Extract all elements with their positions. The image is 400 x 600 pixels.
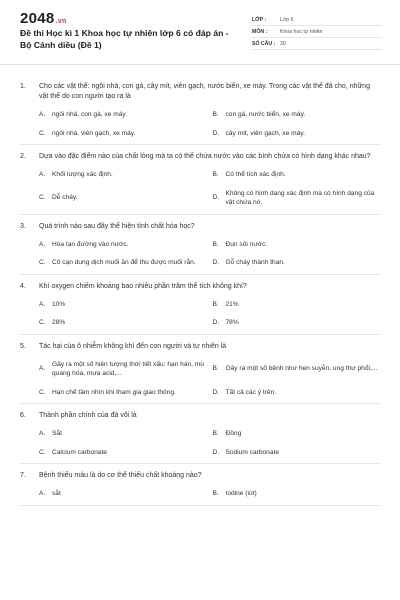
exam-meta bbox=[252, 14, 382, 50]
question-stem bbox=[20, 152, 380, 162]
option-text: Đồng bbox=[225, 430, 242, 437]
option-text: Gây ra một số hiện tượng thời tiết xấu: hạn hán, mù quang hóa, mưa acid,... bbox=[52, 360, 204, 377]
answer-option[interactable] bbox=[213, 129, 381, 139]
answer-option[interactable] bbox=[213, 489, 381, 499]
option-letter: A. bbox=[39, 365, 46, 373]
question-item bbox=[20, 75, 380, 145]
option-letter: B. bbox=[212, 240, 219, 248]
answer-options bbox=[39, 300, 380, 328]
option-letter: B. bbox=[212, 365, 219, 373]
option-letter: D. bbox=[212, 259, 220, 266]
answer-option[interactable] bbox=[213, 170, 381, 180]
answer-option[interactable] bbox=[213, 240, 381, 250]
option-letter: C. bbox=[39, 129, 46, 137]
question-stem bbox=[20, 342, 380, 352]
meta-value: 30 bbox=[280, 40, 286, 47]
meta-label: LỚP : bbox=[252, 16, 267, 23]
option-text: Khối lượng xác định. bbox=[52, 171, 113, 178]
option-letter: B. bbox=[212, 111, 219, 118]
option-letter: B. bbox=[212, 300, 219, 308]
question-number: 6. bbox=[20, 412, 26, 419]
question-stem bbox=[20, 222, 380, 232]
option-letter: D. bbox=[212, 448, 220, 456]
option-text: Đun sôi nước. bbox=[225, 240, 268, 248]
answer-option[interactable] bbox=[39, 489, 207, 499]
question-text: Bệnh thiếu máu là do cơ thể thiếu chất khoáng nào? bbox=[39, 472, 202, 479]
question-item bbox=[20, 275, 380, 335]
option-text: 28% bbox=[52, 319, 66, 326]
option-letter: C. bbox=[39, 319, 46, 326]
option-text: con gà, nước biển, xe máy. bbox=[225, 111, 306, 118]
question-item bbox=[20, 145, 380, 215]
logo-suffix: .vn bbox=[55, 18, 67, 25]
option-letter: B. bbox=[212, 430, 219, 437]
page-header bbox=[0, 0, 400, 65]
option-text: Gỗ cháy thành than. bbox=[225, 259, 285, 266]
meta-row-grade bbox=[252, 14, 382, 26]
question-text: Tác hại của ô nhiễm không khí đến con người và tự nhiên là bbox=[39, 342, 227, 350]
answer-option[interactable] bbox=[39, 240, 207, 250]
answer-options bbox=[39, 110, 380, 138]
answer-option[interactable] bbox=[39, 129, 207, 139]
meta-row-count bbox=[252, 38, 382, 50]
option-text: ngôi nhà, con gà, xe máy. bbox=[52, 111, 128, 118]
answer-option[interactable] bbox=[39, 189, 207, 208]
meta-row-subject bbox=[252, 26, 382, 38]
option-letter: C. bbox=[39, 448, 46, 456]
answer-option[interactable] bbox=[213, 300, 381, 310]
option-letter: C. bbox=[39, 259, 46, 266]
answer-option[interactable] bbox=[213, 189, 381, 208]
option-text: Hòa tan đường vào nước. bbox=[52, 240, 129, 248]
option-letter: A. bbox=[39, 430, 46, 437]
answer-option[interactable] bbox=[213, 110, 381, 120]
question-number: 3. bbox=[20, 222, 26, 230]
answer-option[interactable] bbox=[213, 388, 381, 398]
answer-option[interactable] bbox=[39, 300, 207, 310]
logo-text: 2048 bbox=[20, 10, 55, 27]
answer-option[interactable] bbox=[39, 170, 207, 180]
option-text: Không có hình dạng xác định mà có hình dạng của vật chứa nó. bbox=[225, 189, 375, 206]
option-letter: A. bbox=[39, 240, 46, 248]
option-text: Hạn chế tầm nhìn khi tham gia giao thông. bbox=[52, 388, 176, 396]
question-stem bbox=[20, 471, 380, 481]
option-letter: C. bbox=[39, 194, 46, 202]
option-letter: D. bbox=[212, 319, 220, 326]
option-letter: A. bbox=[39, 111, 46, 118]
meta-label: MÔN : bbox=[252, 28, 268, 35]
question-number: 5. bbox=[20, 342, 26, 350]
answer-options bbox=[39, 240, 380, 268]
meta-value: Lớp 6 bbox=[280, 16, 294, 23]
answer-option[interactable] bbox=[213, 258, 381, 268]
option-text: 21% bbox=[225, 300, 239, 308]
option-text: Cô cạn dung dịch muối ăn để thu được muối rắn. bbox=[52, 259, 196, 266]
question-text: Khí oxygen chiếm khoảng bao nhiêu phần trăm thể tích không khí? bbox=[39, 282, 247, 290]
option-text: Có thể tích xác định. bbox=[225, 171, 286, 178]
answer-option[interactable] bbox=[213, 318, 381, 328]
answer-option[interactable] bbox=[39, 448, 207, 458]
option-letter: D. bbox=[212, 388, 220, 396]
answer-options bbox=[39, 429, 380, 457]
option-letter: A. bbox=[39, 490, 46, 497]
question-text: Quá trình nào sau đây thể hiện tính chất hóa học? bbox=[39, 222, 195, 230]
option-text: 78% bbox=[225, 319, 239, 326]
question-item bbox=[20, 215, 380, 275]
option-text: Iodine (iot) bbox=[225, 490, 257, 497]
option-text: Dễ cháy. bbox=[52, 194, 78, 202]
answer-option[interactable] bbox=[39, 318, 207, 328]
option-letter: D. bbox=[212, 194, 220, 202]
option-letter: A. bbox=[39, 171, 46, 178]
answer-options bbox=[39, 360, 380, 398]
option-text: Calcium carbonate bbox=[52, 448, 107, 456]
answer-option[interactable] bbox=[39, 429, 207, 439]
answer-options bbox=[39, 489, 380, 499]
question-item bbox=[20, 404, 380, 464]
question-number: 7. bbox=[20, 472, 26, 479]
answer-option[interactable] bbox=[39, 258, 207, 268]
meta-value: Khoa học tự nhiên bbox=[280, 28, 323, 35]
option-text: cây mít, viên gạch, xe máy. bbox=[225, 129, 305, 137]
answer-option[interactable] bbox=[39, 360, 207, 379]
option-letter: B. bbox=[212, 490, 219, 497]
option-text: Tất cả các ý trên. bbox=[225, 388, 277, 396]
option-text: Sắt bbox=[52, 430, 62, 437]
answer-options bbox=[39, 170, 380, 208]
question-list bbox=[0, 65, 400, 506]
question-number: 2. bbox=[20, 153, 26, 160]
question-item bbox=[20, 335, 380, 405]
exam-title: Đề thi Học kì 1 Khoa học tự nhiên lớp 6 có đáp án - Bộ Cánh diều (Đề 1) bbox=[20, 28, 229, 50]
question-item bbox=[20, 464, 380, 506]
question-text: Cho các vật thể: ngôi nhà, con gà, cây mít, viên gạch, nước biển, xe máy. Trong các vật thể đã cho, những vật thể do con người tạo ra là bbox=[39, 83, 370, 100]
option-text: Gây ra một số bệnh như hen suyễn, ung thư phổi,... bbox=[225, 365, 378, 373]
answer-option[interactable] bbox=[213, 448, 381, 458]
option-text: Sodium carbonate bbox=[225, 448, 280, 456]
answer-option[interactable] bbox=[213, 360, 381, 379]
question-stem bbox=[20, 282, 380, 292]
site-logo[interactable] bbox=[20, 10, 67, 27]
answer-option[interactable] bbox=[39, 110, 207, 120]
option-letter: C. bbox=[39, 388, 46, 396]
question-stem bbox=[20, 82, 380, 102]
answer-option[interactable] bbox=[39, 388, 207, 398]
meta-label: SỐ CÂU : bbox=[252, 40, 276, 47]
option-text: 10% bbox=[52, 300, 66, 308]
option-letter: A. bbox=[39, 300, 46, 308]
question-text: Thành phần chính của đá vôi là bbox=[39, 412, 137, 419]
question-stem bbox=[20, 411, 380, 421]
answer-option[interactable] bbox=[213, 429, 381, 439]
question-number: 1. bbox=[20, 83, 26, 90]
option-letter: B. bbox=[212, 171, 219, 178]
option-letter: D. bbox=[212, 129, 220, 137]
question-text: Dựa vào đặc điểm nào của chất lỏng mà ta có thể chứa nước vào các bình chứa có hình dạng khác nhau? bbox=[39, 153, 371, 160]
question-number: 4. bbox=[20, 282, 26, 290]
option-text: ngôi nhà, viên gạch, xe máy. bbox=[52, 129, 136, 137]
option-text: sắt bbox=[52, 490, 61, 497]
